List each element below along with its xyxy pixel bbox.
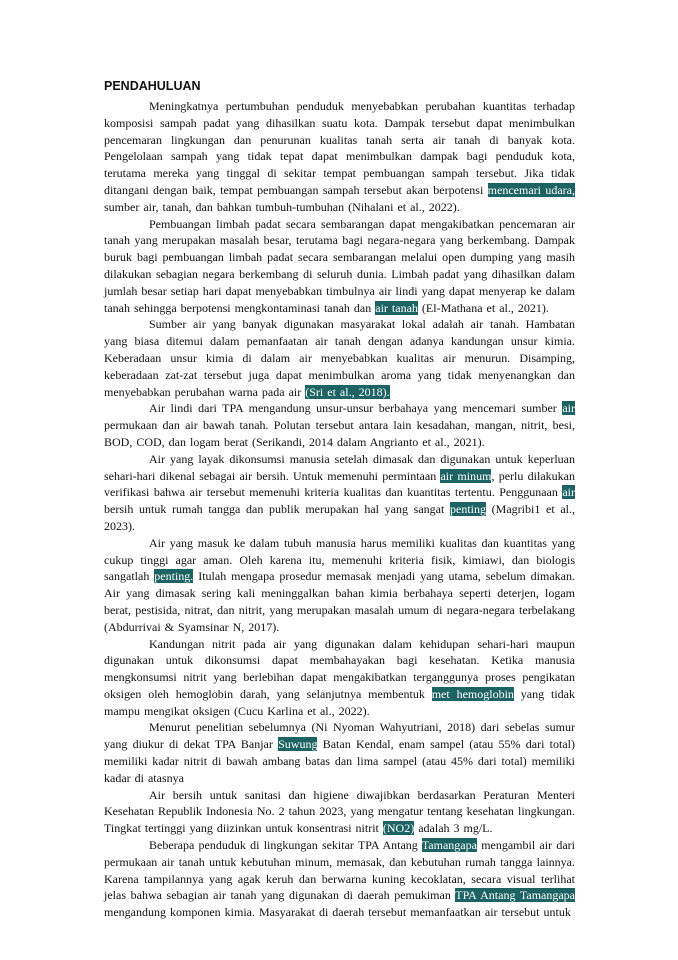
document-body [104, 98, 575, 921]
text-run: Batan Kendal, enam sampel (atau 55% dari total) memiliki kadar nitrit di bawah ambang batas dan lima sampel (atau 45% dari total) memiliki kadar di atasnya [104, 737, 576, 785]
text-run: Air lindi dari TPA mengandung unsur-unsur berbahaya yang mencemari sumber [149, 401, 563, 416]
text-run: yang tidak mampu mengikat oksigen (Cucu Karlina et al., 2022). [104, 686, 575, 718]
text-run: Sumber air yang banyak digunakan masyarakat lokal adalah air tanah. Hambatan yang biasa ditemui dalam pemanfaatan air tanah dengan adanya kandungan unsur kimia. Keberadaan unsur kimia di dalam air menyebabkan kualitas air menurun. Disamping, keberadaan zat-zat tersebut juga dapat menimbulkan aroma yang tidak menyenangkan dan menyebabkan perubahan warna pada air [104, 317, 575, 399]
text-run: Beberapa penduduk di lingkungan sekitar TPA Antang [149, 838, 422, 853]
highlighted-text: mencemari udara, [487, 182, 576, 197]
text-run: Air yang layak dikonsumsi manusia setelah dimasak dan digunakan untuk keperluan sehari-hari dikenal sebagai air bersih. Untuk memenuhi permintaan [104, 451, 575, 483]
text-run: Menurut penelitian sebelumnya (Ni Nyoman Wahyutriani, 2018) dari sebelas sumur yang diukur di dekat TPA Banjar [104, 720, 575, 752]
highlighted-text: Suwung [278, 737, 318, 752]
text-run: mengambil air dari permukaan air tanah untuk kebutuhan minum, memasak, dan kebutuhan rumah tangga lainnya. Karena tampilannya yang agak keruh dan berwarna kuning kecoklatan, secara visual terlihat jelas bahwa sebagian air tanah yang digunakan di daerah pemukiman [104, 838, 575, 903]
highlighted-text: air [562, 401, 575, 416]
text-run: bersih untuk rumah tangga dan publik merupakan hal yang sangat [104, 502, 450, 517]
highlighted-text: air tanah [375, 300, 418, 315]
paragraph [104, 98, 575, 216]
paragraph [104, 400, 575, 450]
paragraph [104, 719, 575, 786]
text-run: adalah 3 mg/L. [414, 821, 493, 836]
paragraph [104, 535, 575, 636]
text-run: sumber air, tanah, dan bahkan tumbuh-tumbuhan (Nihalani et al., 2022). [104, 199, 460, 214]
section-heading: PENDAHULUAN [104, 79, 201, 93]
paragraph [104, 837, 575, 921]
highlighted-text: penting. [154, 569, 194, 584]
highlighted-text: air [562, 485, 575, 500]
text-run: Kandungan nitrit pada air yang digunakan dalam kehidupan sehari-hari maupun digunakan untuk dikonsumsi dapat membahayakan bagi kesehatan. Ketika manusia mengkonsumsi nitrit yang berlebihan dapat mengakibatkan terganggunya proses pengikatan oksigen oleh hemoglobin darah, yang selanjutnya membentuk [104, 636, 575, 701]
highlighted-text: penting [450, 502, 486, 517]
paragraph [104, 787, 575, 837]
text-run: Air bersih untuk sanitasi dan higiene diwajibkan berdasarkan Peraturan Menteri Kesehatan Republik Indonesia No. 2 tahun 2023, yang mengatur tentang kesehatan lingkungan. Tingkat tertinggi yang diizinkan untuk konsentrasi nitrit [104, 787, 575, 836]
highlighted-text: TPA Antang Tamangapa [455, 888, 576, 903]
text-run: (El-Mathana et al., 2021). [417, 300, 549, 315]
paragraph [104, 636, 575, 720]
highlighted-text: (NO2) [382, 821, 415, 836]
text-run: permukaan dan air bawah tanah. Polutan tersebut antara lain kesadahan, mangan, nitrit, besi, BOD, COD, dan logam berat (Serikandi, 2014 dalam Angrianto et al., 2021). [104, 418, 575, 449]
paragraph [104, 316, 575, 400]
text-run: , perlu dilakukan verifikasi bahwa air tersebut memenuhi kriteria kualitas dan kuantitas tertentu. Penggunaan [104, 468, 575, 500]
highlighted-text: (Sri et al., 2018). [305, 384, 390, 399]
paragraph [104, 216, 575, 317]
text-run: Pembuangan limbah padat secara sembarangan dapat mengakibatkan pencemaran air tanah yang merupakan masalah besar, terutama bagi negara-negara yang berkembang. Dampak buruk bagi pembuangan limbah padat secara sembarangan melalui open dumping yang masih dilakukan sebagian negara berkembang di seluruh dunia. Limbah padat yang dihasilkan dalam jumlah besar setiap hari dapat menyebabkan timbulnya air lindi yang dapat menyerap ke dalam tanah sehingga berpotensi mengkontaminasi tanah dan [104, 216, 575, 315]
text-run: Itulah mengapa prosedur memasak menjadi yang utama, sebelum dimakan. Air yang dimasak sering kali meninggalkan bahan kimia berbahaya seperti deterjen, logam berat, pestisida, nitrat, dan nitrit, yang merupakan masalah umum di negara-negara terbelakang (Abdurrivai & Syamsinar N, 2017). [104, 569, 575, 634]
highlighted-text: air minum [440, 468, 492, 483]
text-run: (Magribi1 et al., 2023). [104, 502, 575, 533]
paragraph [104, 451, 575, 535]
text-run: Air yang masuk ke dalam tubuh manusia harus memiliki kualitas dan kuantitas yang cukup tinggi agar aman. Oleh karena itu, memenuhi kriteria fisik, kimiawi, dan biologis sangatlah [104, 535, 575, 584]
text-run: Meningkatnya pertumbuhan penduduk menyebabkan perubahan kuantitas terhadap komposisi sampah padat yang dihasilkan suatu kota. Dampak tersebut dapat menimbulkan pencemaran lingkungan dan penurunan kualitas tanah serta air tanah di banyak kota. Pengelolaan sampah yang tidak tepat dapat menimbulkan dampak bagi penduduk kota, terutama mereka yang tinggal di sekitar tempat pembuangan sampah tersebut. Jika tidak ditangani dengan baik, tempat pembuangan sampah tersebut akan berpotensi [104, 99, 575, 197]
highlighted-text: met hemoglobin [431, 686, 514, 701]
text-run: mengandung komponen kimia. Masyarakat di daerah tersebut memanfaatkan air tersebut untuk [104, 905, 571, 920]
highlighted-text: Tamangapa [421, 838, 477, 853]
